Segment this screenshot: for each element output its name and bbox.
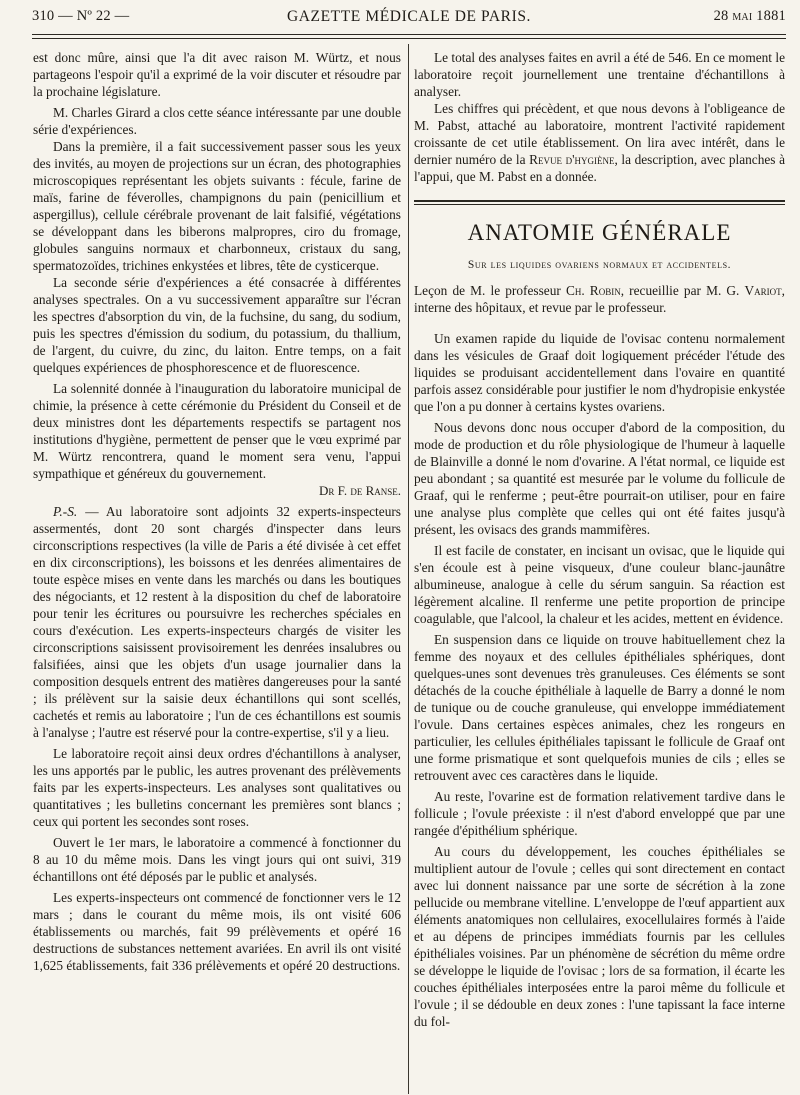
paragraph: Les chiffres qui précèdent, et que nous devons à l'obligeance de M. Pabst, attaché au laboratoire, montrent l'activité rapidement croissante de cet utile établissement. On lira avec intérêt, dans le dernier numéro de la Revue d'hygiène, la description, avec planches à l'appui, que M. Pabst en a donnée.	[414, 101, 785, 184]
paragraph: M. Charles Girard a clos cette séance intéressante par une double série d'expériences.	[33, 105, 401, 137]
paragraph: La solennité donnée à l'inauguration du laboratoire municipal de chimie, la présence à cette cérémonie du Président du Conseil et de deux ministres dont les départements respectifs se partagent nos institutions d'hygiène, permettent de penser que le vœu exprimé par M. Würtz rencontrera, quand le moment sera venu, l'appui sympathique et généreux du gouvernement.	[33, 381, 401, 481]
header-rule-thin	[32, 38, 786, 39]
left-column	[33, 49, 401, 974]
section-subtitle: Sur les liquides ovariens normaux et accidentels.	[467, 259, 732, 271]
section-rule-thin	[414, 204, 785, 205]
paragraph: Ouvert le 1er mars, le laboratoire a commencé à fonctionner du 8 au 10 du même mois. Dans les vingt jours qui ont suivi, 319 échantillons ont été déposés par le public et analysés.	[33, 835, 401, 884]
postscript-label: P.-S.	[53, 504, 78, 519]
paragraph: Il est facile de constater, en incisant un ovisac, que le liquide qui s'en écoule est à peine visqueux, d'une couleur blanc-jaunâtre albumineuse, analogue à celle du sérum sanguin. Sa réaction est légèrement alcaline. Il renferme une petite proportion de principe coagulable, que l'alcool, la chaleur et les acides, mettent en évidence.	[414, 543, 785, 626]
paragraph: Au cours du développement, les couches épithéliales se multiplient autour de l'ovule ; celles qui sont directement en contact avec lui donnent naissance par une sorte de sécrétion à la zone pellucide ou membrane vitelline. L'enveloppe de l'œuf appartient aux éléments anatomiques non cellulaires, exocellulaires formés à l'aide et au dépens de principes immédiats fournis par les cellules épithéliales voisines. Par un phénomène de sécrétion du même ordre se développe le liquide de l'ovisac ; lors de sa formation, il écarte les couches épithéliales interposées entre la paroi même du follicule et l'ovule ; il se dédouble en deux zones : l'une tapissant la face interne du fol-	[414, 844, 785, 1029]
collector-name: Variot	[744, 283, 782, 298]
paragraph: Le laboratoire reçoit ainsi deux ordres d'échantillons à analyser, les uns apportés par le public, les autres provenant des prélèvements faits par les experts-inspecteurs. Les analyses sont qualitatives ou quantitatives ; les bulletins concernant les premières sont blancs ; ceux qui portent les secondes sont roses.	[33, 746, 401, 829]
page-number-issue: 310 — Nº 22 —	[32, 8, 130, 24]
lecture-byline: Leçon de M. le professeur Ch. Robin, recueillie par M. G. Variot, interne des hôpitaux, et revue par le professeur.	[414, 283, 785, 315]
column-divider	[408, 44, 409, 1094]
postscript-paragraph	[33, 503, 401, 741]
paragraph: En suspension dans ce liquide on trouve habituellement chez la femme des noyaux et des cellules épithéliales sphériques, dont quelques-unes sont devenues très granuleuses. Ces éléments se sont détachés de la couche épithéliale à laquelle de Barry a donné le nom de tunique ou de couche granuleuse, qui enveloppe immédiatement l'ovule. Dans certaines espèces animales, chez les rongeurs en particulier, les cellules épithéliales tapissant le follicule de Graaf ont une forme prismatique et sont quelquefois munies de cils ; elles se retrouvent avec ces caractères dans le liquide.	[414, 632, 785, 783]
paragraph: Nous devons donc nous occuper d'abord de la composition, du mode de production et du rôle physiologique de l'humeur à laquelle de Blainville a donné le nom d'ovarine. A l'état normal, ce liquide est peu abondant ; sa quantité est mesurée par le volume du follicule de Graaf, qui le renferme ; peut-être pourrait-on utiliser, pour en faire une analyse plus complète que celles qui ont été faites jusqu'à présent, les ovisacs des grands mammifères.	[414, 420, 785, 537]
paragraph: Dans la première, il a fait successivement passer sous les yeux des invités, au moyen de projections sur un écran, des photographies microscopiques représentant les objets suivants : fécule, farine de maïs, farine de féverolles, champignons du pain (penicillium et aspergillus), cellule cérébrale provenant de lait falsifié, végétations se développant dans les biberons malpropres, ciro du fromage, globules sanguins normaux et charbonneux, cristaux du sang, spermatozoïdes, trichines enkystées et libres, tête de cysticerque.	[33, 139, 401, 273]
paragraph: Au reste, l'ovarine est de formation relativement tardive dans le follicule ; l'ovule préexiste : il n'est d'abord enveloppé que par une rangée d'épithélium sphérique.	[414, 789, 785, 838]
lecturer-name: Ch. Robin	[565, 283, 621, 298]
paragraph: Un examen rapide du liquide de l'ovisac contenu normalement dans les vésicules de Graaf doit logiquement précéder l'étude des liquides se produisant accidentellement dans l'ovaire en quantité parfois assez considérable pour justifier le nom d'hydropisie enkystée que l'on a pu donner à certains kystes ovariens.	[414, 331, 785, 414]
header-rule	[32, 34, 786, 35]
section-title: ANATOMIE GÉNÉRALE	[467, 220, 732, 245]
journal-reference: Revue d'hygiène	[529, 152, 615, 167]
paragraph: Les experts-inspecteurs ont commencé de fonctionner vers le 12 mars ; dans le courant du même mois, ils ont visité 606 établissements ou marchés, fait 99 prélèvements et opéré 16 destructions de substances nettement avariées. En avril ils ont visité 1,625 établissements, fait 336 prélèvements et opéré 20 destructions.	[33, 890, 401, 973]
postscript-text: — Au laboratoire sont adjoints 32 experts-inspecteurs assermentés, dont 20 sont chargés d'inspecter dans leurs circonscriptions respectives (la ville de Paris a été divisée à cet effet en dix circonscriptions), les boissons et les denrées alimentaires de toute espèce mises en vente dans les marchés ou dans les boutiques des négociants, et 12 restent à la disposition du chef de laboratoire pour tenir les écritures ou poursuivre les recherches spéciales en cours d'exécution. Les experts-inspecteurs chargés de visiter les circonscriptions saisissent provisoirement les denrées insalubres ou falsifiées, ainsi que les objets d'un usage journalier dans la composition desquels entrent des matières dangereuses pour la santé ; ils prélèvent sur la saisie deux échantillons qui sont scellés, cachetés et remis au laboratoire ; l'un de ces échantillons est soumis à l'analyse ; l'autre est réservé pour la contre-expertise, s'il y a lieu.	[33, 504, 401, 740]
paragraph: est donc mûre, ainsi que l'a dit avec raison M. Würtz, et nous partageons l'espoir qu'il a exprimé de la voir discuter et résoudre par la prochaine législature.	[33, 50, 401, 99]
paragraph: Le total des analyses faites en avril a été de 546. En ce moment le laboratoire reçoit journellement une trentaine d'échantillons à analyser.	[414, 50, 785, 99]
author-signature: Dr F. de Ranse.	[319, 483, 401, 498]
paragraph: La seconde série d'expériences a été consacrée à différentes analyses spectrales. On a vu successivement apparaître sur l'écran les spectres d'absorption du vin, de la fuchsine, du sang, du sodium, puis les spectres d'émission du sodium, du potassium, du thallium, de l'argent, du cuivre, du zinc, du laiton. Entre temps, on a fait quelques expériences de phosphorescence et de fluorescence.	[33, 275, 401, 375]
right-column	[414, 49, 785, 1030]
issue-date: 28 mai 1881	[713, 8, 786, 24]
page-header	[32, 8, 786, 32]
journal-title: GAZETTE MÉDICALE DE PARIS.	[286, 8, 532, 25]
section-rule	[414, 200, 785, 202]
